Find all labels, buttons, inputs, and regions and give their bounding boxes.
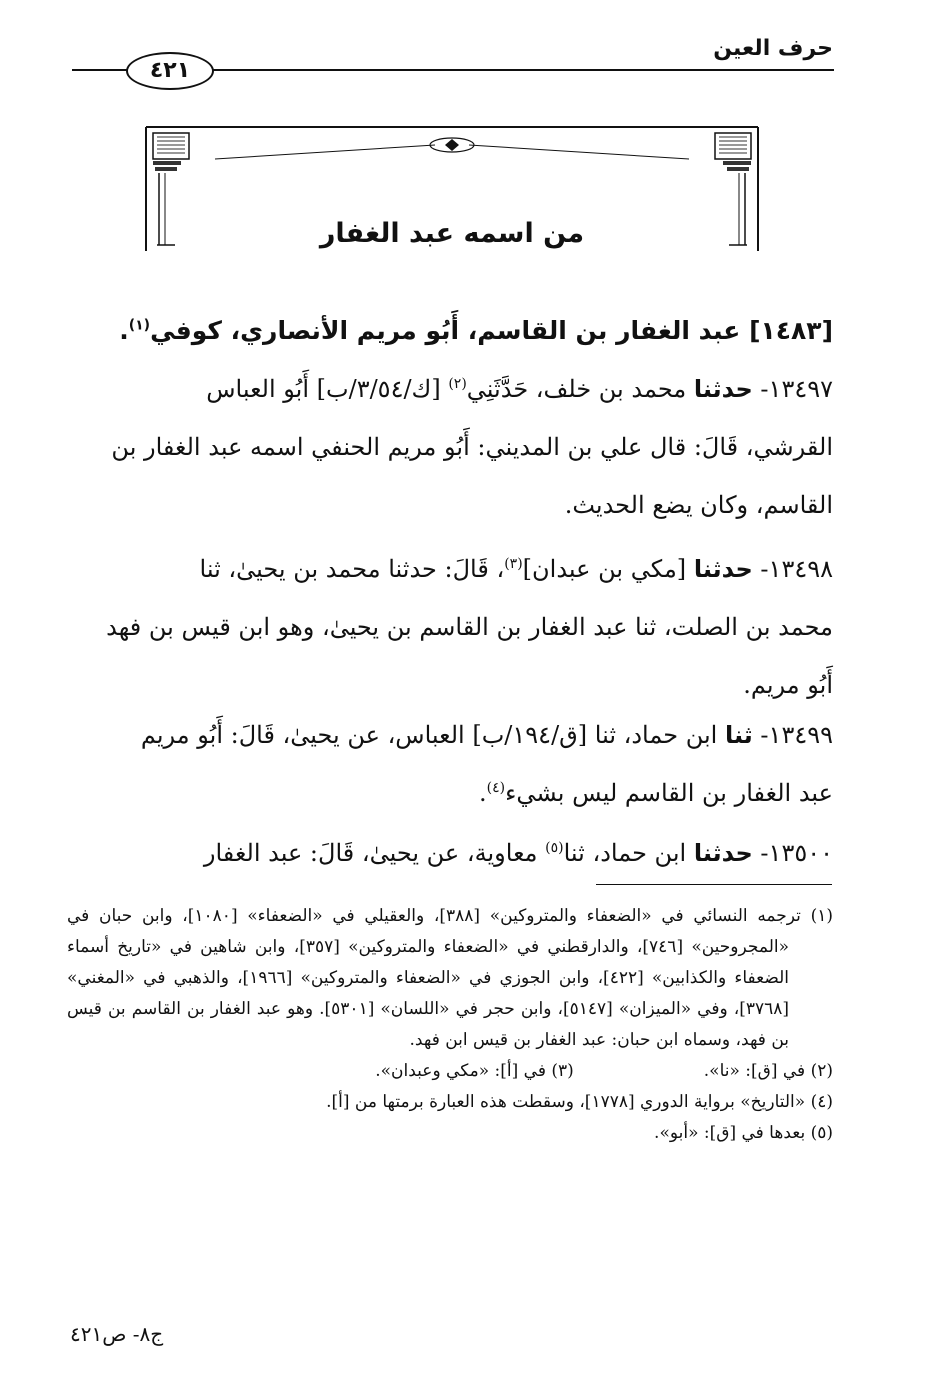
text-run: ابن حماد، ثنا [ق/١٩٤/ب] العباس، عن يحيىٰ، قَالَ: أَبُو مريم bbox=[140, 721, 725, 749]
page-number-badge: ٤٢١ bbox=[126, 52, 214, 90]
entry-heading-end: . bbox=[119, 316, 129, 345]
footnote-ref-3: (٣) bbox=[504, 556, 523, 572]
paragraph-line: القرشي، قَالَ: قال علي بن المديني: أَبُو مريم الحنفي اسمه عبد الغفار بن bbox=[111, 433, 833, 461]
entry-heading-text: [١٤٨٣] عبد الغفار بن القاسم، أَبُو مريم الأنصاري، كوفي bbox=[150, 316, 833, 345]
footnote-ref-4: (٤) bbox=[486, 780, 506, 796]
footnote-1: (١) ترجمه النسائي في «الضعفاء والمتروكين» [٣٨٨]، والعقيلي في «الضعفاء» [١٠٨٠]، وابن حبان في «المجروحين» [٧٤٦]، والدارقطني في «الضعفاء والمتروكين» [٣٥٧]، وابن شاهين في «تاريخ أسماء الضعفاء والكذابين» [٤٢٢]، وابن الجوزي في «الضعفاء والمتروكين» [١٩٦٦]، والذهبي في «المغني» [٣٧٦٨]، وفي «الميزان» [٥١٤٧]، وابن حجر في «اللسان» [٥٣٠١]. وهو عبد الغفار بن القاسم بن قيس بن فهد، وسماه ابن حبان: عبد الغفار بن قيس ابن فهد. bbox=[67, 906, 833, 1050]
section-title: من اسمه عبد الغفار bbox=[319, 218, 585, 249]
paragraph-13499 bbox=[67, 706, 833, 822]
paragraph-line bbox=[67, 764, 833, 822]
footnote-5: (٥) بعدها في [ق]: «أبو». bbox=[654, 1123, 833, 1143]
narration-keyword: حدثنا bbox=[693, 375, 753, 403]
text-run: محمد بن خلف، حَدَّثَنِي bbox=[466, 375, 694, 403]
text-run: عبد الغفار بن القاسم ليس بشيء bbox=[505, 779, 833, 807]
footnote-row bbox=[67, 1056, 833, 1087]
paragraph-13498 bbox=[67, 540, 833, 714]
paragraph-line bbox=[67, 706, 833, 764]
hadith-number: ١٣٤٩٨- bbox=[752, 555, 833, 583]
hadith-number: ١٣٥٠٠- bbox=[752, 839, 833, 867]
footnotes bbox=[67, 901, 833, 1149]
text-run: ، قَالَ: حدثنا محمد بن يحيىٰ، ثنا bbox=[199, 555, 505, 583]
text-run: [ك/٣/٥٤/ب] أَبُو العباس bbox=[206, 375, 449, 403]
text-run: معاوية، عن يحيىٰ، قَالَ: عبد الغفار bbox=[203, 839, 546, 867]
paragraph-13500 bbox=[67, 824, 833, 882]
running-head: حرف العين bbox=[713, 36, 833, 61]
footnote-separator bbox=[596, 884, 832, 885]
entry-heading bbox=[67, 302, 833, 360]
text-run: ابن حماد، ثنا bbox=[563, 839, 694, 867]
text-run: [مكي بن عبدان] bbox=[522, 555, 694, 583]
narration-keyword: ثنا bbox=[724, 721, 753, 749]
footnote-ref-2: (٢) bbox=[448, 376, 467, 392]
volume-page-footer: ج٨- ص٤٢١ bbox=[70, 1322, 164, 1346]
paragraph-line bbox=[67, 824, 833, 882]
narration-keyword: حدثنا bbox=[693, 839, 753, 867]
paragraph-line: القاسم، وكان يضع الحديث. bbox=[564, 491, 833, 519]
footnote-ref-1: (١) bbox=[128, 317, 151, 334]
text-run: . bbox=[478, 779, 487, 807]
paragraph-line: أَبُو مريم. bbox=[743, 671, 833, 699]
footnote-ref-5: (٥) bbox=[545, 840, 564, 856]
center-medallion-ornament bbox=[215, 138, 689, 159]
paragraph-line bbox=[67, 360, 833, 418]
paragraph-13497 bbox=[67, 360, 833, 534]
paragraph-line: محمد بن الصلت، ثنا عبد الغفار بن القاسم بن يحيىٰ، وهو ابن قيس بن فهد bbox=[106, 613, 833, 641]
hadith-number: ١٣٤٩٧- bbox=[752, 375, 833, 403]
footnote-3: (٣) في [أ]: «مكي وعبدان». bbox=[375, 1061, 574, 1081]
footnote-4: (٤) «التاريخ» برواية الدوري [١٧٧٨]، وسقطت هذه العبارة برمتها من [أ]. bbox=[326, 1092, 833, 1112]
hadith-number: ١٣٤٩٩- bbox=[752, 721, 833, 749]
narration-keyword: حدثنا bbox=[693, 555, 753, 583]
footnote-2: (٢) في [ق]: «نا». bbox=[703, 1061, 833, 1081]
paragraph-line bbox=[67, 540, 833, 598]
